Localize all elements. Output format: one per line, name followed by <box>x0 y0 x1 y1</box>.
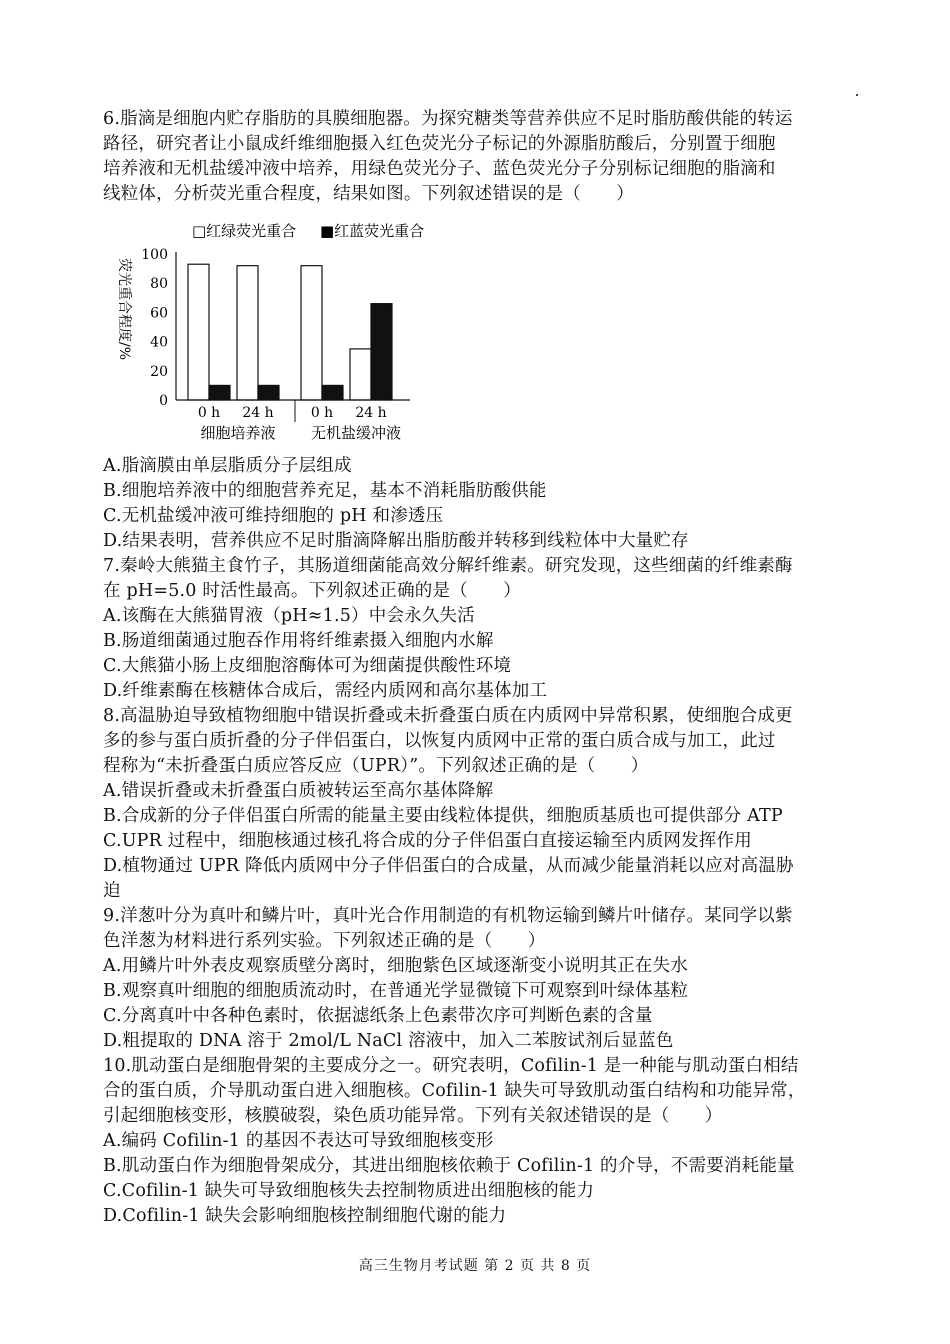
q10-stem-line-3: 引起细胞核变形，核膜破裂，染色质功能异常。下列有关叙述错误的是（ ） <box>103 1106 723 1126</box>
y-tick-label: 80 <box>150 276 168 293</box>
q7-option-d: D.纤维素酶在核糖体合成后，需经内质网和高尔基体加工 <box>103 681 548 701</box>
fluorescence-overlap-bar-chart <box>110 216 450 446</box>
x-group-label: 无机盐缓冲液 <box>310 424 402 442</box>
q8-option-b: B.合成新的分子伴侣蛋白所需的能量主要由线粒体提供，细胞质基质也可提供部分 ATP <box>103 806 783 826</box>
q6-option-c: C.无机盐缓冲液可维持细胞的 pH 和渗透压 <box>103 506 444 526</box>
x-axis-category-labels <box>198 405 387 421</box>
x-tick-label: 0 h <box>197 405 221 421</box>
bar-red-green-0 <box>188 264 209 400</box>
y-axis-label: 荧光重合程度/% <box>116 258 132 361</box>
chart-bars <box>188 264 392 400</box>
q7-option-b: B.肠道细菌通过胞吞作用将纤维素摄入细胞内水解 <box>103 631 494 651</box>
q10-stem-line-2: 合的蛋白质，介导肌动蛋白进入细胞核。Cofilin-1 缺失可导致肌动蛋白结构和功能异常， <box>103 1081 806 1101</box>
q9-option-a: A.用鳞片叶外表皮观察质壁分离时，细胞紫色区域逐渐变小说明其正在失水 <box>103 956 688 976</box>
q7-option-a: A.该酶在大熊猫胃液（pH≈1.5）中会永久失活 <box>103 606 475 626</box>
q7-option-c: C.大熊猫小肠上皮细胞溶酶体可为细菌提供酸性环境 <box>103 656 512 676</box>
y-tick-label: 100 <box>141 247 168 263</box>
q9-stem-line-2: 色洋葱为材料进行系列实验。下列叙述正确的是（ ） <box>103 931 546 951</box>
q8-option-d-continued: 迫 <box>103 881 121 901</box>
q6-option-d: D.结果表明，营养供应不足时脂滴降解出脂肪酸并转移到线粒体中大量贮存 <box>103 531 689 551</box>
legend-red-blue: ■红蓝荧光重合 <box>320 222 425 240</box>
q6-option-a: A.脂滴膜由单层脂质分子层组成 <box>103 456 352 476</box>
q8-option-d: D.植物通过 UPR 降低内质网中分子伴侣蛋白的合成量，从而减少能量消耗以应对高温胁 <box>103 856 794 876</box>
q10-option-a: A.编码 Cofilin-1 的基因不表达可导致细胞核变形 <box>103 1131 494 1151</box>
q6-stem-line-3: 培养液和无机盐缓冲液中培养，用绿色荧光分子、蓝色荧光分子分别标记细胞的脂滴和 <box>103 159 776 179</box>
x-tick-label: 0 h <box>310 405 334 421</box>
bar-red-green-1 <box>237 266 258 400</box>
q9-option-c: C.分离真叶中各种色素时，依据滤纸条上色素带次序可判断色素的含量 <box>103 1006 653 1026</box>
q8-stem-line-1: 8.高温胁迫导致植物细胞中错误折叠或未折叠蛋白质在内质网中异常积累，使细胞合成更 <box>103 706 793 726</box>
q10-option-b: B.肌动蛋白作为细胞骨架成分，其进出细胞核依赖于 Cofilin-1 的介导，不需要消耗能量 <box>103 1156 795 1176</box>
bar-red-blue-0 <box>209 385 230 400</box>
q6-stem-line-1: 6.脂滴是细胞内贮存脂肪的具膜细胞器。为探究糖类等营养供应不足时脂肪酸供能的转运 <box>103 109 793 129</box>
q10-stem-line-1: 10.肌动蛋白是细胞骨架的主要成分之一。研究表明，Cofilin-1 是一种能与肌动蛋白相结 <box>103 1056 799 1076</box>
bar-red-green-3 <box>350 349 371 400</box>
legend-red-green: □红绿荧光重合 <box>192 222 297 240</box>
q9-option-d: D.粗提取的 DNA 溶于 2mol/L NaCl 溶液中，加入二苯胺试剂后显蓝色 <box>103 1031 674 1051</box>
q8-stem-line-2: 多的参与蛋白质折叠的分子伴侣蛋白，以恢复内质网中正常的蛋白质合成与加工，此过 <box>103 731 776 751</box>
bar-red-blue-2 <box>322 385 343 400</box>
y-tick-label: 0 <box>159 393 168 409</box>
bar-red-blue-1 <box>258 385 279 400</box>
q6-stem-line-4: 线粒体，分析荧光重合程度，结果如图。下列叙述错误的是（ ） <box>103 184 634 204</box>
bar-red-blue-3 <box>371 304 392 400</box>
y-tick-label: 60 <box>150 305 168 322</box>
q6-stem-line-2: 路径，研究者让小鼠成纤维细胞摄入红色荧光分子标记的外源脂肪酸后，分别置于细胞 <box>103 134 776 154</box>
q9-option-b: B.观察真叶细胞的细胞质流动时，在普通光学显微镜下可观察到叶绿体基粒 <box>103 981 689 1001</box>
bar-red-green-2 <box>301 266 322 400</box>
scan-mark <box>856 94 858 96</box>
x-tick-label: 24 h <box>355 405 387 421</box>
q6-option-b: B.细胞培养液中的细胞营养充足，基本不消耗脂肪酸供能 <box>103 481 547 501</box>
q7-stem-line-1: 7.秦岭大熊猫主食竹子，其肠道细菌能高效分解纤维素。研究发现，这些细菌的纤维素酶 <box>103 556 793 576</box>
q8-stem-line-3: 程称为“未折叠蛋白质应答反应（UPR）”。下列叙述正确的是（ ） <box>103 756 649 776</box>
y-tick-label: 40 <box>150 334 168 351</box>
y-tick-label: 20 <box>150 363 168 380</box>
q7-stem-line-2: 在 pH=5.0 时活性最高。下列叙述正确的是（ ） <box>103 581 521 601</box>
x-group-label: 细胞培养液 <box>200 424 276 442</box>
q8-option-c: C.UPR 过程中，细胞核通过核孔将合成的分子伴侣蛋白直接运输至内质网发挥作用 <box>103 831 752 851</box>
q9-stem-line-1: 9.洋葱叶分为真叶和鳞片叶，真叶光合作用制造的有机物运输到鳞片叶储存。某同学以紫 <box>103 906 793 926</box>
x-tick-label: 24 h <box>242 405 274 421</box>
q10-option-c: C.Cofilin-1 缺失可导致细胞核失去控制物质进出细胞核的能力 <box>103 1181 595 1201</box>
page-footer: 高三生物月考试题 第 2 页 共 8 页 <box>358 1258 592 1274</box>
chart-legend <box>192 222 424 240</box>
q8-option-a: A.错误折叠或未折叠蛋白质被转运至高尔基体降解 <box>103 781 494 801</box>
q10-option-d: D.Cofilin-1 缺失会影响细胞核控制细胞代谢的能力 <box>103 1206 507 1226</box>
y-axis-ticks <box>141 247 168 409</box>
